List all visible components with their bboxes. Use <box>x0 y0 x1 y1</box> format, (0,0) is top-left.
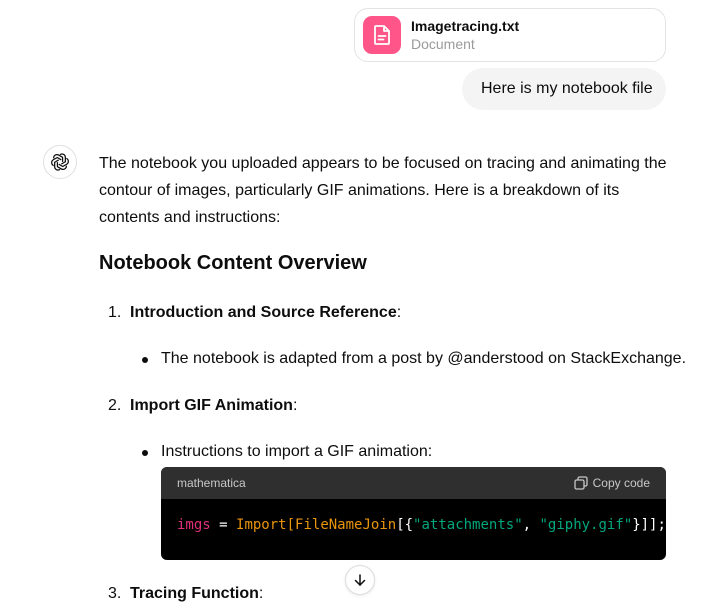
list-item-title-2 <box>130 397 297 415</box>
code-body[interactable] <box>161 499 666 551</box>
user-message-bubble: Here is my notebook file <box>462 68 666 110</box>
list-number-1: 1. <box>108 304 122 321</box>
code-token-assign: = <box>210 517 237 533</box>
bullet-text-1: The notebook is adapted from a post by @anderstood on StackExchange. <box>161 350 687 367</box>
code-token-string-2: "giphy.gif" <box>539 517 633 533</box>
copy-code-button[interactable] <box>574 476 650 490</box>
copy-code-label: Copy code <box>592 476 650 490</box>
code-token-string-1: "attachments" <box>413 517 523 533</box>
file-name: Imagetracing.txt <box>411 18 520 34</box>
section-heading: Notebook Content Overview <box>99 252 367 274</box>
code-token-bracket-open: [ <box>286 517 296 533</box>
list-number-3: 3. <box>108 585 122 602</box>
code-block <box>161 467 666 560</box>
bullet-text-2: Instructions to import a GIF animation: <box>161 443 433 460</box>
code-token-close: }]]; <box>632 517 666 533</box>
openai-logo-icon <box>43 145 77 179</box>
code-token-comma: , <box>522 517 540 533</box>
arrow-down-icon <box>353 573 367 587</box>
list-item-title-1 <box>130 304 401 322</box>
code-token-import: Import <box>236 517 287 533</box>
list-item-colon-1: : <box>396 304 402 321</box>
copy-icon <box>574 476 588 490</box>
code-language-label: mathematica <box>177 476 246 490</box>
bullet-dot-1 <box>142 357 148 363</box>
bullet-dot-2 <box>142 450 148 456</box>
list-item-colon-3: : <box>258 585 264 602</box>
list-number-2: 2. <box>108 397 122 414</box>
code-token-bracket-list: [{ <box>396 517 414 533</box>
scroll-to-bottom-button[interactable] <box>345 565 375 595</box>
code-token-filenamejoin: FileNameJoin <box>295 517 397 533</box>
file-meta <box>411 17 519 53</box>
list-item-colon-2: : <box>292 397 298 414</box>
list-item-title-text-1: Introduction and Source Reference <box>130 304 397 321</box>
code-header <box>161 467 666 499</box>
file-attachment-card[interactable] <box>354 8 666 62</box>
list-item-title-text-2: Import GIF Animation <box>130 397 293 414</box>
list-item-title-text-3: Tracing Function <box>130 585 259 602</box>
assistant-intro-paragraph: The notebook you uploaded appears to be focused on tracing and animating the contour of images, particularly GIF animations. Here is a breakdown of its contents and instructions: <box>99 155 667 226</box>
file-type: Document <box>411 36 475 52</box>
code-token-variable: imgs <box>177 517 211 533</box>
list-item-title-3 <box>130 585 263 603</box>
document-icon <box>363 16 401 54</box>
